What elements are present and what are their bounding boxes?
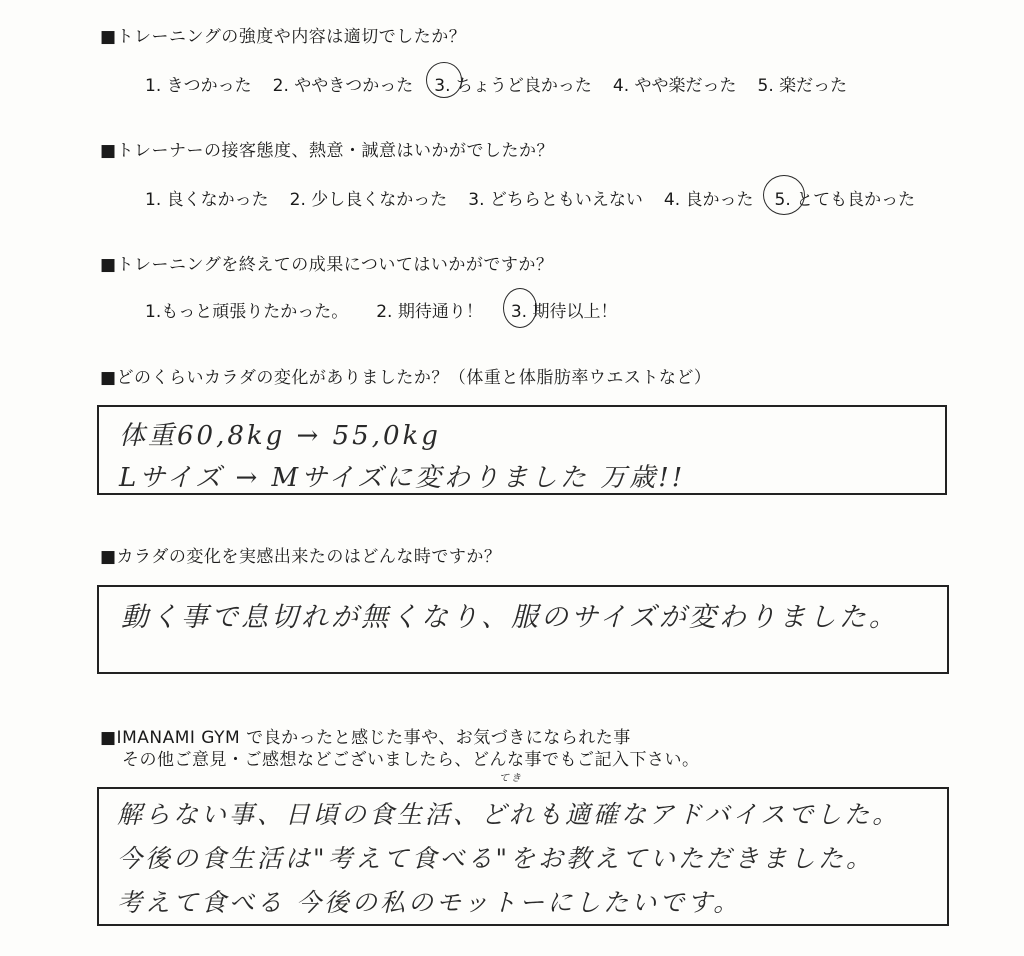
q3-option-3-label: 3. 期待以上！ xyxy=(510,302,618,322)
q1-option-3[interactable] xyxy=(434,71,592,96)
question-3-options xyxy=(145,297,617,322)
selected-circle-mark xyxy=(503,288,537,328)
q3-option-1[interactable]: 1.もっと頑張りたかった。 xyxy=(145,302,349,322)
q2-option-2[interactable]: 2. 少し良くなかった xyxy=(289,190,448,210)
question-6-line-2: その他ご意見・ご感想などございましたら、どんな事でもご記入下さい。 xyxy=(122,750,700,770)
answer-box-5[interactable] xyxy=(97,585,949,674)
answer-4-line-2: Lサイズ → Mサイズに変わりました 万歳!! xyxy=(119,463,686,493)
selected-circle-mark xyxy=(426,62,462,98)
answer-6-ruby: てき xyxy=(499,773,523,784)
question-1: ■トレーニングの強度や内容は適切でしたか？ xyxy=(100,27,467,47)
q2-option-1[interactable]: 1. 良くなかった xyxy=(145,190,269,210)
question-5: ■カラダの変化を実感出来たのはどんな時ですか？ xyxy=(100,547,502,567)
question-1-options xyxy=(145,71,847,96)
answer-5-line-1: 動く事で息切れが無くなり、服のサイズが変わりました。 xyxy=(121,602,899,633)
q2-option-5[interactable] xyxy=(775,185,916,210)
selected-circle-mark xyxy=(763,175,805,215)
question-2-options xyxy=(145,185,915,210)
q1-option-4[interactable]: 4. やや楽だった xyxy=(612,76,737,96)
q1-option-1[interactable]: 1. きつかった xyxy=(145,76,252,96)
q1-option-5[interactable]: 5. 楽だった xyxy=(757,76,848,96)
question-6-line-1: ■IMANAMI GYM で良かったと感じた事や、お気づきになられた事 xyxy=(100,728,631,748)
q1-option-3-label: 3. ちょうど良かった xyxy=(434,76,592,96)
answer-box-4[interactable] xyxy=(97,405,947,495)
question-4: ■どのくらいカラダの変化がありましたか？（体重と体脂肪率ウエストなど） xyxy=(100,368,712,388)
q1-option-2[interactable]: 2. ややきつかった xyxy=(272,76,414,96)
q3-option-2[interactable]: 2. 期待通り！ xyxy=(376,302,483,322)
q2-option-3[interactable]: 3. どちらともいえない xyxy=(468,190,643,210)
answer-6-line-1: 解らない事、日頃の食生活、どれも適確なアドバイスでした。 xyxy=(117,800,901,829)
q2-option-5-label: 5. とても良かった xyxy=(774,190,916,210)
q2-option-4[interactable]: 4. 良かった xyxy=(663,190,754,210)
answer-6-line-2: 今後の食生活は"考えて食べる"をお教えていただきました。 xyxy=(117,844,875,873)
answer-4-line-1: 体重60,8kg → 55,0kg xyxy=(119,421,441,451)
question-3: ■トレーニングを終えての成果についてはいかがですか？ xyxy=(100,255,554,275)
q3-option-3[interactable] xyxy=(511,297,618,322)
question-2: ■トレーナーの接客態度、熱意・誠意はいかがでしたか？ xyxy=(100,141,555,161)
answer-box-6[interactable] xyxy=(97,773,949,926)
answer-6-line-3: 考えて食べる 今後の私のモットーにしたいです。 xyxy=(117,888,742,917)
